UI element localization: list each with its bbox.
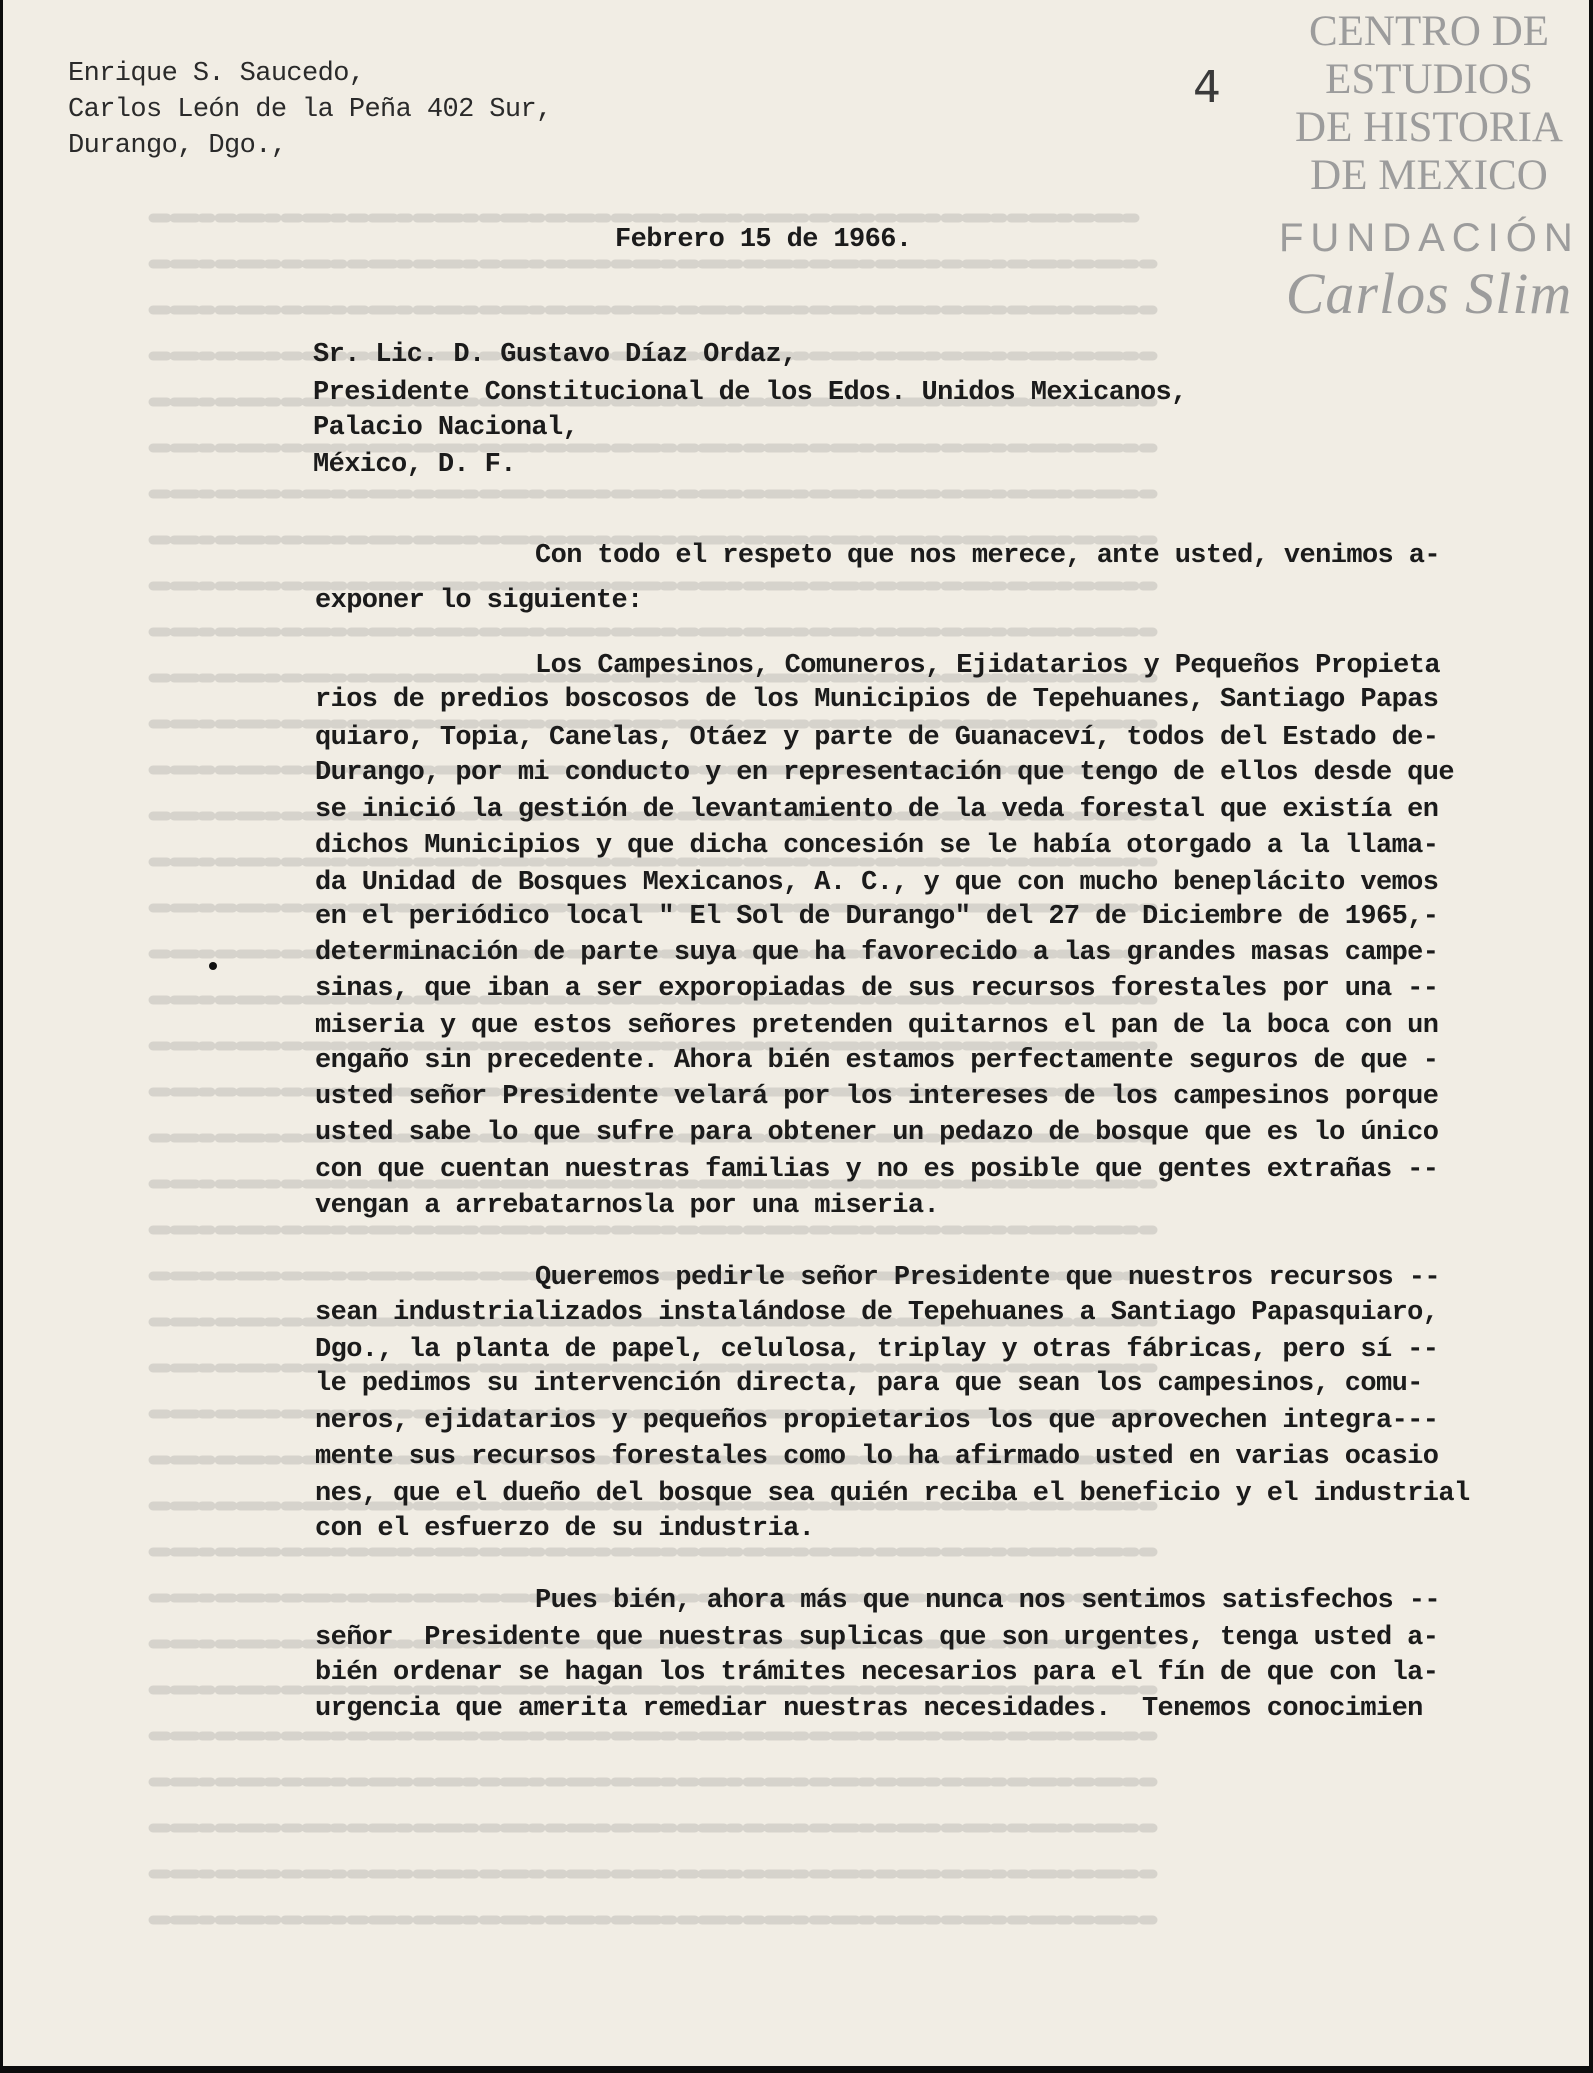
body-line: dichos Municipios y que dicha concesión se le había otorgado a la llama- xyxy=(315,831,1439,861)
body-line: da Unidad de Bosques Mexicanos, A. C., y que con mucho beneplácito vemos xyxy=(315,868,1439,898)
body-line: señor Presidente que nuestras suplicas que son urgentes, tenga usted a- xyxy=(315,1623,1439,1653)
body-line: con que cuentan nuestras familias y no es posible que gentes extrañas -- xyxy=(315,1155,1439,1185)
watermark-line-1: CENTRO DE xyxy=(1308,8,1550,55)
watermark-line-3: DE HISTORIA xyxy=(1295,104,1563,151)
body-line: sinas, que iban a ser exporopiadas de sus recursos forestales por una -- xyxy=(315,974,1439,1004)
watermark-line-4: DE MEXICO xyxy=(1310,152,1548,199)
body-line: rios de predios boscosos de los Municipios de Tepehuanes, Santiago Papas xyxy=(315,685,1439,715)
body-line: Queremos pedirle señor Presidente que nuestros recursos -- xyxy=(535,1263,1440,1293)
sender-city: Durango, Dgo., xyxy=(68,131,287,161)
recipient-city: México, D. F. xyxy=(313,450,516,480)
page-number: 4 xyxy=(1193,62,1221,113)
body-line: urgencia que amerita remediar nuestras necesidades. Tenemos conocimien xyxy=(315,1694,1423,1724)
ink-dot xyxy=(209,962,217,970)
recipient-name: Sr. Lic. D. Gustavo Díaz Ordaz, xyxy=(313,340,797,370)
watermark-foundation: FUNDACIÓN xyxy=(1279,216,1580,260)
body-line: Dgo., la planta de papel, celulosa, triplay y otras fábricas, pero sí -- xyxy=(315,1335,1439,1365)
body-line: neros, ejidatarios y pequeños propietarios los que aprovechen integra--- xyxy=(315,1406,1439,1436)
recipient-place: Palacio Nacional, xyxy=(313,413,579,443)
body-line: con el esfuerzo de su industria. xyxy=(315,1514,815,1544)
body-line: vengan a arrebatarnosla por una miseria. xyxy=(315,1191,940,1221)
watermark-signature: Carlos Slim xyxy=(1285,261,1573,326)
body-line: determinación de parte suya que ha favorecido a las grandes masas campe- xyxy=(315,938,1439,968)
body-line: bién ordenar se hagan los trámites necesarios para el fín de que con la- xyxy=(315,1658,1439,1688)
body-line: usted señor Presidente velará por los intereses de los campesinos porque xyxy=(315,1082,1439,1112)
sender-name: Enrique S. Saucedo, xyxy=(68,59,365,89)
body-line: Los Campesinos, Comuneros, Ejidatarios y Pequeños Propieta xyxy=(535,651,1440,681)
body-line: le pedimos su intervención directa, para que sean los campesinos, comu- xyxy=(315,1369,1423,1399)
body-line: se inició la gestión de levantamiento de la veda forestal que existía en xyxy=(315,795,1439,825)
body-line: engaño sin precedente. Ahora bién estamos perfectamente seguros de que - xyxy=(315,1046,1439,1076)
body-line: quiaro, Topia, Canelas, Otáez y parte de Guanaceví, todos del Estado de- xyxy=(315,723,1439,753)
body-line: en el periódico local " El Sol de Durango" del 27 de Diciembre de 1965,- xyxy=(315,902,1439,932)
sender-street: Carlos León de la Peña 402 Sur, xyxy=(68,95,552,125)
body-line: usted sabe lo que sufre para obtener un pedazo de bosque que es lo único xyxy=(315,1118,1439,1148)
body-line: sean industrializados instalándose de Tepehuanes a Santiago Papasquiaro, xyxy=(315,1298,1439,1328)
letter-date: Febrero 15 de 1966. xyxy=(615,225,912,255)
body-line: nes, que el dueño del bosque sea quién reciba el beneficio y el industrial xyxy=(315,1479,1470,1509)
watermark-line-2: ESTUDIOS xyxy=(1325,56,1533,103)
letter-page xyxy=(3,0,1589,2066)
body-line: mente sus recursos forestales como lo ha afirmado usted en varias ocasio xyxy=(315,1442,1439,1472)
body-line: Durango, por mi conducto y en representación que tengo de ellos desde que xyxy=(315,758,1454,788)
body-line: exponer lo siguiente: xyxy=(315,586,643,616)
archive-watermark xyxy=(1279,8,1579,326)
body-line: Con todo el respeto que nos merece, ante usted, venimos a- xyxy=(535,541,1440,571)
body-line: miseria y que estos señores pretenden quitarnos el pan de la boca con un xyxy=(315,1011,1439,1041)
body-line: Pues bién, ahora más que nunca nos sentimos satisfechos -- xyxy=(535,1586,1440,1616)
recipient-title: Presidente Constitucional de los Edos. Unidos Mexicanos, xyxy=(313,378,1187,408)
